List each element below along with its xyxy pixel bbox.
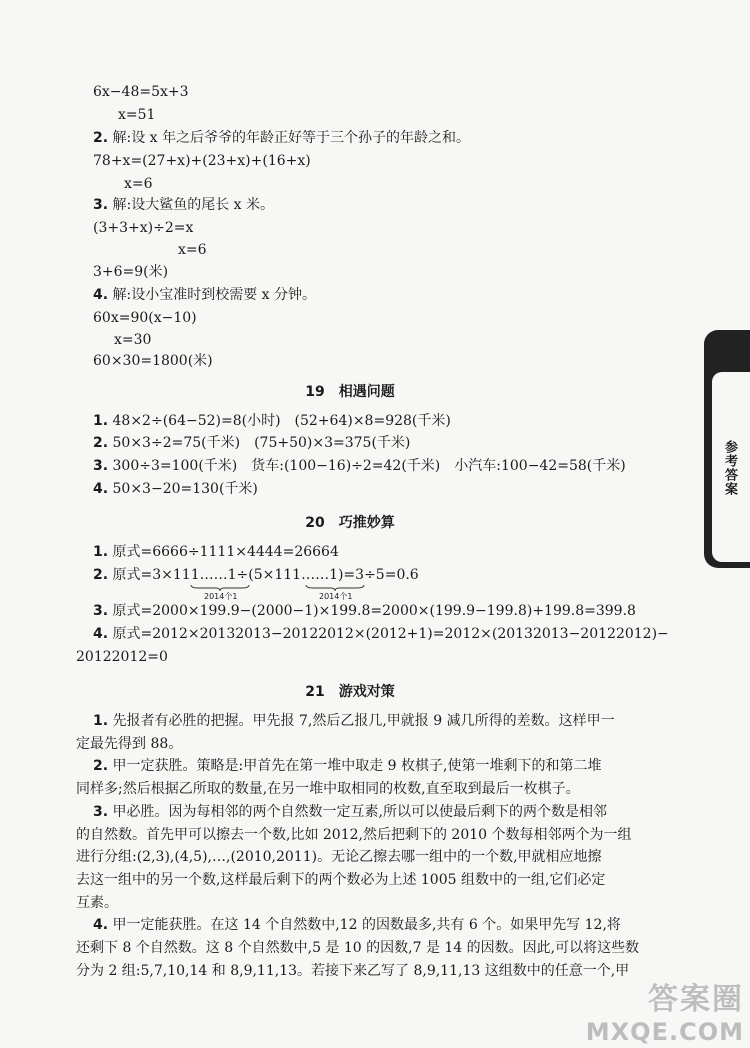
answer-item: 3. 原式=2000×199.9−(2000−1)×199.8=2000×(199.9−199.8)+199.8=399.8 [93, 603, 636, 619]
answer-continuation: 定最先得到 88。 [76, 736, 183, 752]
brace-note-2: 2014个1 [319, 592, 353, 601]
equation-line: x=6 [124, 176, 153, 192]
equation-line: 6x−48=5x+3 [93, 84, 189, 100]
watermark-line-2: MXQE.COM [585, 1018, 744, 1046]
watermark [586, 974, 744, 1046]
equation-line: 60×30=1800(米) [93, 353, 213, 369]
answer-item: 3. 甲必胜。因为每相邻的两个自然数一定互素,所以可以使最后剩下的两个数是相邻 [93, 804, 607, 820]
answer-item: 1. 原式=6666÷1111×4444=26664 [93, 544, 339, 560]
equation-line: 3+6=9(米) [93, 264, 169, 280]
answer-continuation: 去这一组中的另一个数,这样最后剩下的两个数必为上述 1005 组数中的一组,它们必定 [76, 872, 606, 888]
equation-line: 60x=90(x−10) [93, 310, 197, 326]
equation-line: x=30 [114, 332, 152, 348]
answer-item: 3. 300÷3=100(千米) 货车:(100−16)÷2=42(千米) 小汽车:100−42=58(千米) [93, 458, 626, 474]
answer-item: 4. 甲一定能获胜。在这 14 个自然数中,12 的因数最多,共有 6 个。如果甲先写 12,将 [93, 917, 621, 933]
answer-item: 2. 原式=3×111……1÷(5×111……1)=3÷5=0.6 [93, 567, 419, 583]
section-heading: 20 巧推妙算 [305, 515, 395, 531]
section-heading: 19 相遇问题 [305, 384, 395, 400]
equation-line: (3+3+x)÷2=x [93, 220, 194, 236]
answer-continuation: 互素。 [76, 895, 118, 911]
answer-item: 1. 48×2÷(64−52)=8(小时) (52+64)×8=928(千米) [93, 413, 451, 429]
answer-item: 2. 解:设 x 年之后爷爷的年龄正好等于三个孙子的年龄之和。 [93, 130, 471, 146]
answer-item: 3. 解:设大鲨鱼的尾长 x 米。 [93, 197, 275, 213]
side-tab-label: 参考答案 [722, 440, 737, 496]
equation-line: x=6 [178, 242, 207, 258]
answer-continuation: 进行分组:(2,3),(4,5),…,(2010,2011)。无论乙擦去哪一组中的一个数,甲就相应地擦 [76, 849, 602, 865]
answer-item: 2. 甲一定获胜。策略是:甲首先在第一堆中取走 9 枚棋子,使第一堆剩下的和第二堆 [93, 758, 602, 774]
answer-item: 4. 解:设小宝准时到校需要 x 分钟。 [93, 287, 317, 303]
answer-item: 2. 50×3÷2=75(千米) (75+50)×3=375(千米) [93, 435, 411, 451]
watermark-line-1: 答案圈 [648, 982, 744, 1017]
answer-continuation: 的自然数。首先甲可以擦去一个数,比如 2012,然后把剩下的 2010 个数每相邻两个为一组 [76, 827, 632, 843]
answer-continuation: 同样多;然后根据乙所取的数量,在另一堆中取相同的枚数,直至取到最后一枚棋子。 [76, 781, 580, 797]
brace-note-1: 2014个1 [204, 592, 238, 601]
answer-continuation: 分为 2 组:5,7,10,14 和 8,9,11,13。若接下来乙写了 8,9,11,13 这组数中的任意一个,甲 [76, 963, 630, 979]
equation-line: 78+x=(27+x)+(23+x)+(16+x) [93, 153, 311, 169]
answer-item: 1. 先报者有必胜的把握。甲先报 7,然后乙报几,甲就报 9 减几所得的差数。这样甲一 [93, 713, 615, 729]
equation-line: x=51 [118, 107, 156, 123]
answer-continuation: 20122012=0 [76, 649, 168, 665]
answer-continuation: 还剩下 8 个自然数。这 8 个自然数中,5 是 10 的因数,7 是 14 的因数。因此,可以将这些数 [76, 940, 640, 956]
section-heading: 21 游戏对策 [305, 684, 395, 700]
answer-item: 4. 原式=2012×20132013−20122012×(2012+1)=2012×(20132013−20122012)− [93, 626, 669, 642]
answer-item: 4. 50×3−20=130(千米) [93, 481, 258, 497]
